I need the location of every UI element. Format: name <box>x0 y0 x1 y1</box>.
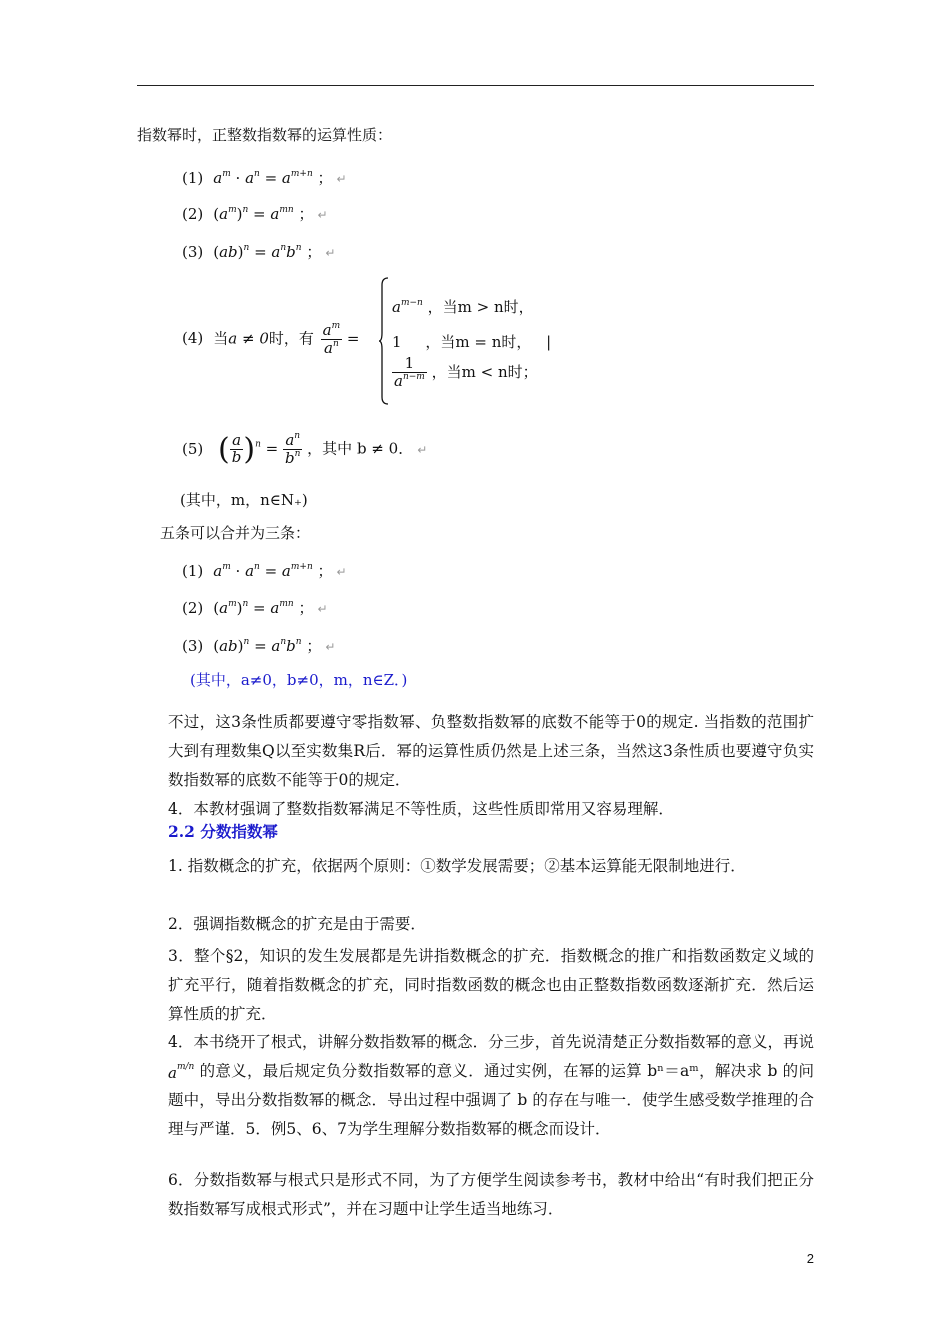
formula-1a: (1) $a^m \cdot a^n = a^{m+n}$ ； ↵ <box>182 169 347 187</box>
note-natural: (其中，m，n∈N₊) <box>180 491 308 509</box>
page-number: 2 <box>806 1251 814 1266</box>
formula-5: (5) ( $\frac{a}{b}$ )$^n$ = $\frac{a^n}{b^n}$ ，其中 b ≠ 0． ↵ <box>182 431 428 467</box>
list-item: 1. 指数概念的扩充，依据两个原则：①数学发展需要；②基本运算能无限制地进行． <box>168 857 746 875</box>
list-item-fraction: 4．本书绕开了根式，讲解分数指数幂的概念．分三步，首先说清楚正分数指数幂的意义，再说$a^{m/n}$ 的意义，最后规定负分数指数幂的意义．通过实例，在幂的运算 bⁿ＝aᵐ，解决求 b 的问题中，导出分数指数幂的概念．导出过程中强调了 b 的存在与唯一．使学生感受数学推理的合理与严谨．5．例5、6、7为学生理解分数指数幂的概念而设计． <box>168 1033 814 1138</box>
formula-4-case2: 1 ，当m = n时， | <box>392 333 552 351</box>
header-rule <box>137 85 814 86</box>
paragraph-item4: 4．本教材强调了整数指数幂满足不等性质，这些性质即常用又容易理解． <box>168 800 674 818</box>
formula-1b: (1) $a^m \cdot a^n = a^{m+n}$ ； ↵ <box>182 562 347 580</box>
list-item: 6．分数指数幂与根式只是形式不同，为了方便学生阅读参考书，教材中给出“有时我们把正分数指数幂写成根式形式”，并在习题中让学生适当地练习． <box>168 1171 814 1218</box>
formula-4-case1: $a^{m-n}$ ，当m > n时， <box>392 298 534 316</box>
note-integer: (其中，a≠0，b≠0，m，n∈Z．) <box>190 671 408 689</box>
formula-2a: (2) $(a^m)^n = a^{mn}$ ； ↵ <box>182 205 328 223</box>
formula-2b: (2) $(a^m)^n = a^{mn}$ ； ↵ <box>182 599 328 617</box>
section-heading: 2.2 分数指数幂 <box>168 822 278 841</box>
intro-line: 指数幂时，正整数指数幂的运算性质： <box>137 126 393 144</box>
merge-statement: 五条可以合并为三条： <box>160 524 311 542</box>
formula-4-case3: $\frac{1}{a^{n-m}}$ ，当m < n时； <box>394 354 538 390</box>
formula-4-left: (4) 当a ≠ 0时，有 $\frac{a^m}{a^n}$ = <box>182 321 360 357</box>
formula-3b: (3) $(ab)^n = a^nb^n$ ； ↵ <box>182 637 336 655</box>
list-item: 3．整个§2，知识的发生发展都是先讲指数概念的扩充．指数概念的推广和指数函数定义域的扩充平行，随着指数概念的扩充，同时指数函数的概念也由正整数指数函数逐渐扩充．然后运算性质的扩充． <box>168 947 814 1023</box>
formula-3a: (3) $(ab)^n = a^nb^n$ ； ↵ <box>182 243 336 261</box>
paragraph-rules: 不过，这3条性质都要遵守零指数幂、负整数指数幂的底数不能等于0的规定. 当指数的范围扩大到有理数集Q以至实数集R后．幂的运算性质仍然是上述三条，当然这3条性质也要遵守负实数指数幂的底数不能等于0的规定． <box>168 713 814 789</box>
list-item: 2．强调指数概念的扩充是由于需要． <box>168 915 426 933</box>
brace-icon <box>379 277 389 405</box>
